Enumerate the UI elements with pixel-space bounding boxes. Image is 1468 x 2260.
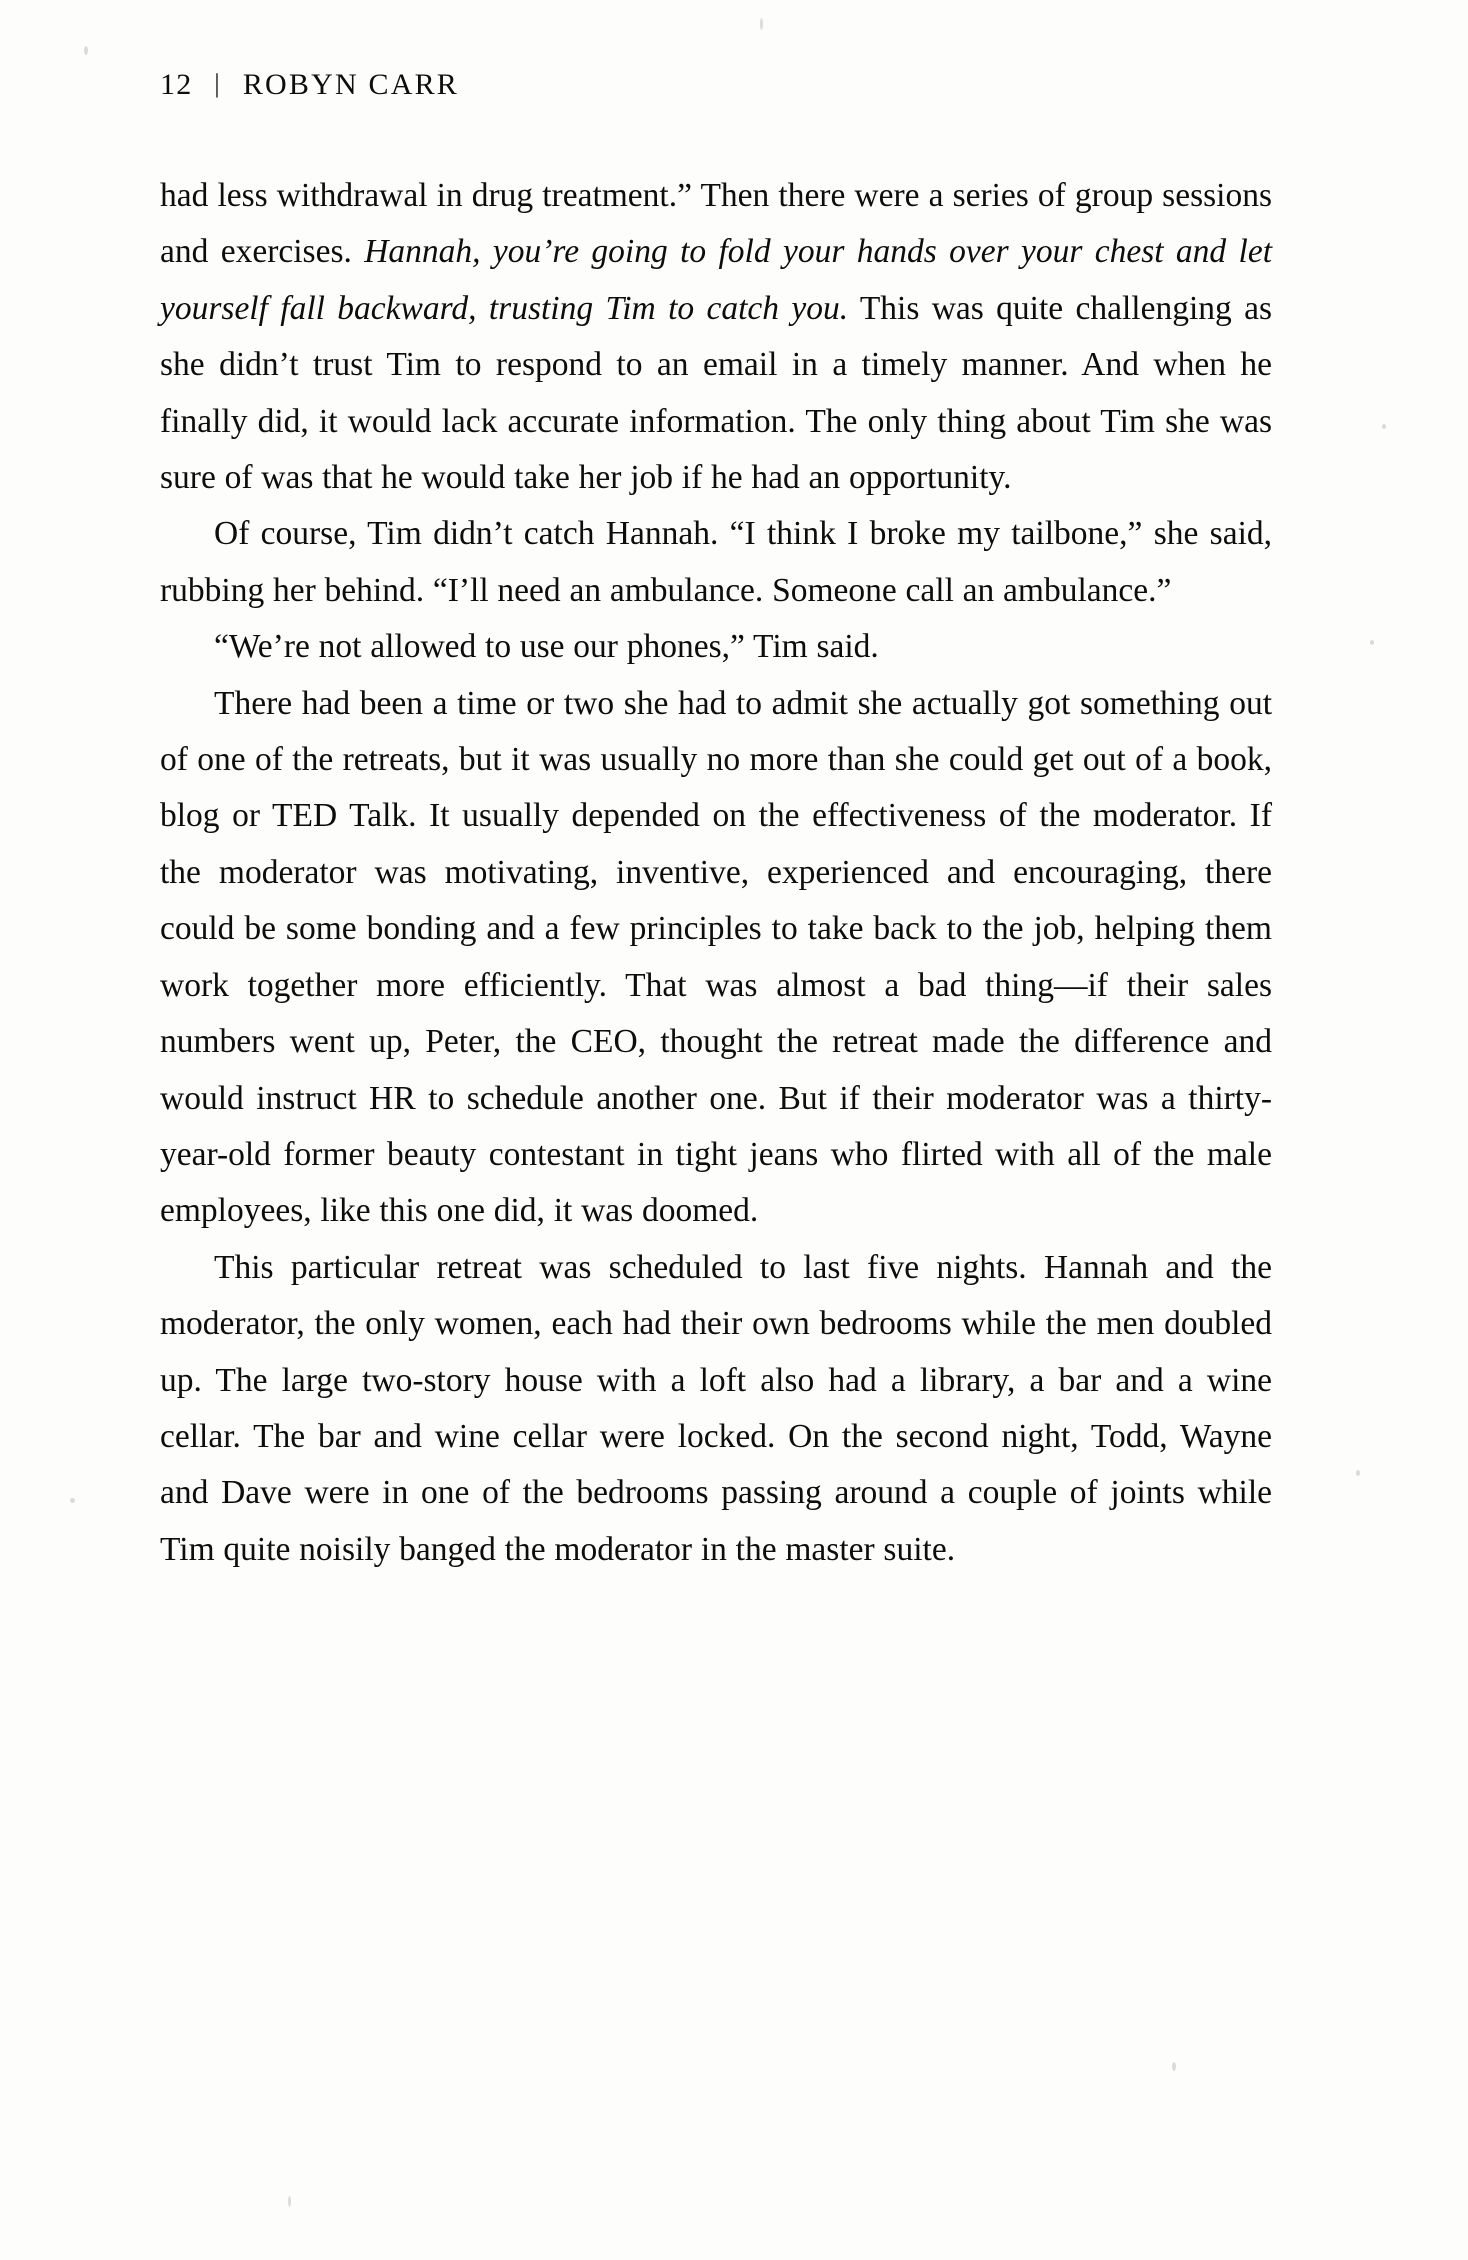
scan-speck [1382, 424, 1386, 429]
running-title: ROBYN CARR [242, 68, 460, 101]
text-run: had less withdrawal in drug treatment.” Then there were a series of group sessions and exercises. [160, 177, 1272, 271]
paragraph [160, 619, 1272, 675]
page-header [160, 68, 1280, 102]
scan-speck [1356, 1470, 1360, 1476]
italic-run: Hannah, you’re going to fold your hands over your chest and let yourself fall backward, trusting Tim to catch you. [160, 233, 1272, 327]
text-run: Of course, Tim didn’t catch Hannah. “I think I broke my tailbone,” she said, rubbing her behind. “I’ll need an ambulance. Someone call an ambulance.” [160, 515, 1272, 609]
text-run: This particular retreat was scheduled to last five nights. Hannah and the moderator, the only women, each had their own bedrooms while the men doubled up. The large two-story house with a loft also had a library, a bar and a wine cellar. The bar and wine cellar were locked. On the second night, Todd, Wayne and Dave were in one of the bedrooms passing around a couple of joints while Tim quite noisily banged the moderator in the master suite. [160, 1248, 1272, 1568]
paragraph [160, 676, 1272, 1240]
scan-speck [84, 46, 88, 55]
scan-speck [760, 18, 763, 30]
text-run: This was quite challenging as she didn’t trust Tim to respond to an email in a timely manner. And when he finally did, it would lack accurate information. The only thing about Tim she was sure of was that he would take her job if he had an opportunity. [160, 289, 1272, 497]
paragraph [160, 1240, 1272, 1578]
paragraph [160, 168, 1272, 506]
scan-speck [1370, 640, 1374, 645]
text-run: “We’re not allowed to use our phones,” Tim said. [214, 628, 879, 666]
paragraph [160, 506, 1272, 619]
scan-speck [1172, 2062, 1176, 2071]
text-run: There had been a time or two she had to admit she actually got something out of one of the retreats, but it was usually no more than she could get out of a book, blog or TED Talk. It usually depended on the effectiveness of the moderator. If the moderator was motivating, inventive, experienced and encouraging, there could be some bonding and a few principles to take back to the job, helping them work together more efficiently. That was almost a bad thing—if their sales numbers went up, Peter, the CEO, thought the retreat made the difference and would instruct HR to schedule another one. But if their moderator was a thirty-year-old former beauty contestant in tight jeans who flirted with all of the male employees, like this one did, it was doomed. [160, 684, 1272, 1230]
header-separator: | [214, 69, 221, 98]
page-number: 12 [160, 68, 193, 101]
scan-speck [288, 2196, 291, 2207]
scan-speck [70, 1498, 75, 1503]
body-text [160, 168, 1272, 1578]
